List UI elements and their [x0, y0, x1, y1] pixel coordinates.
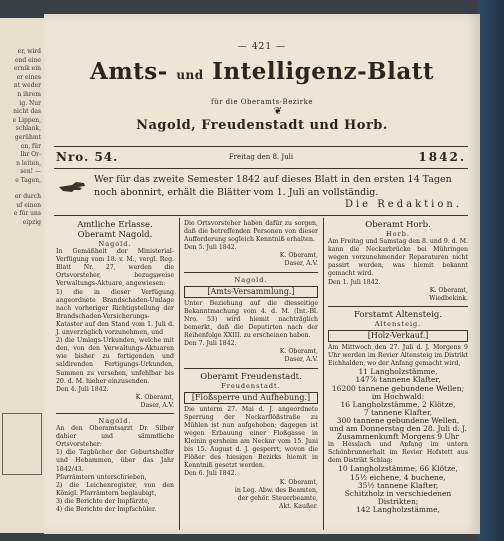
article-signature: Daser, A.V.: [140, 401, 174, 409]
article-text: An den Oberamtsarzt Dr. Silber dahier und sämmtliche Ortsvorsteher:: [56, 425, 174, 449]
article-signature: K. Oberamt,: [429, 286, 468, 294]
article-signature: K. Oberamt,: [279, 478, 318, 486]
place-name: Altensteig.: [374, 319, 422, 328]
masthead-word-2: und: [176, 68, 204, 82]
article-item: 2) die Umlags-Urkunden, welche mit den, von den Verwaltungs-Aktuaren wie bisher zu fertigenden und saldirenden Fertigungs-Urkunden, Summen zu versehen, unfehlbar bis 20. d. M. hieher einzusenden.: [56, 337, 174, 385]
list-line: 300 tannene gebundene Wellen,: [336, 415, 460, 425]
left-page-text-fragment: er durch: [14, 193, 41, 200]
left-page-text-fragment: nicht das: [13, 108, 41, 116]
list-line: Zusammenkunft Morgens 9 Uhr: [336, 432, 460, 442]
article-text: Am Mittwoch den 27. Juli d. J. Morgens 9 Uhr werden im Revier Altensteig im Distrikt Eichhalden, wo der Anfang gemacht wird,: [328, 344, 468, 368]
section-heading-horb: Oberamt Horb.: [365, 220, 431, 230]
place-name: Freudenstadt.: [221, 381, 281, 390]
article-date: Den 4. Juli 1842.: [56, 385, 109, 393]
list-line: 11 Langholzstämme,: [358, 367, 438, 377]
issue-number: Nro. 54.: [56, 150, 119, 164]
masthead-cities: Nagold, Freudenstadt und Horb.: [136, 118, 388, 133]
article-date: Den 1. Juli 1842.: [328, 278, 381, 286]
left-page-text-fragment: en, für: [20, 142, 41, 150]
article-item: 3) die Berichte der Impfärzte,: [56, 497, 150, 505]
left-page-text-fragment: Ihr Or-: [20, 151, 41, 159]
left-page-text-fragment: gerühmt: [14, 134, 41, 141]
left-page-text-fragment: schlank,: [15, 125, 41, 133]
left-page-text-fragment: er, wird: [17, 48, 41, 55]
article-signature: Daser, A.V.: [284, 356, 318, 364]
column-divider-2: [323, 218, 324, 530]
column-1: [56, 220, 174, 514]
article-separator: [328, 306, 468, 307]
left-page-text-fragment: e für uns: [13, 210, 41, 218]
book-spine: [478, 0, 504, 541]
article-date: Den 6. Juli 1842.: [184, 470, 237, 478]
place-name: Nagold.: [98, 416, 132, 425]
column-divider-1: [179, 218, 180, 530]
article-text: In Gemäßheit der Ministerial-Verfügung vom 18. v. M., vergl. Reg. Blatt Nr. 27, werden die Ortsvorsteher, bezugsweise Verwaltungs-Aktuare, angewiesen:: [56, 248, 174, 288]
article-item: 4) die Berichte der Impfschüler.: [56, 506, 157, 513]
left-page-text-fragment: uf einen: [16, 201, 41, 209]
article-text: in Hesslach und Anfang im untern Schönbrunnerhalt im Revier Hofstett aus dem Distrikt Schlag:: [328, 441, 468, 465]
issue-row: [56, 150, 466, 168]
left-page-text-fragment: sen! —: [20, 168, 41, 176]
crest-icon: ❦: [273, 106, 283, 117]
pointing-hand-icon: [58, 178, 86, 194]
left-page-text-fragment: ig. Nur: [19, 99, 41, 107]
left-page-text-fragment: e Tagen,: [15, 177, 41, 184]
list-line: 16 Langholzstämme, 2 Klötze,: [340, 399, 456, 409]
list-line: 142 Langholzstämme,: [356, 504, 440, 514]
masthead-subtitle: für die Oberamts-Bezirke: [211, 98, 313, 106]
article-signature: Wiedbekink.: [429, 294, 468, 302]
article-signature: K. Oberamt,: [279, 252, 318, 260]
article-box-heading: [Holz-Verkauf.]: [328, 330, 468, 342]
left-page-text-fragment: e Lippen,: [12, 116, 41, 124]
list-line: 10 Langholzstämme, 66 Klötze,: [338, 464, 458, 474]
article-signature: K. Oberamt,: [135, 393, 174, 401]
article-signature: K. Oberamt,: [279, 348, 318, 356]
list-line: 15½ eichene, 4 buchene,: [350, 472, 446, 482]
page-number: — 421 —: [238, 42, 286, 52]
section-heading-nagold: Oberamt Nagold.: [77, 230, 153, 240]
left-page-box: [2, 413, 42, 475]
left-page-text-fragment: n ihrem: [17, 91, 41, 98]
article-separator: [184, 368, 318, 369]
article-text: Unter Beziehung auf die diesseitige Bekanntmachung vom 4. d. M. (Int.-Bl. Nro. 53) wird hiemit nachträglich bemerkt, daß die Deputirten nach der Reihenfolge XXIII. zu erscheinen haben.: [184, 299, 318, 340]
section-heading-freudenstadt: Oberamt Freudenstadt.: [200, 371, 302, 382]
left-page-text-fragment: end eine: [14, 56, 41, 64]
newspaper-page: [44, 14, 480, 534]
list-line: 7 tannene Klafter,: [363, 407, 433, 417]
article-signature: Akt. Kaußer.: [279, 502, 318, 510]
issue-date: Freitag den 8. Juli: [228, 153, 294, 161]
masthead-word-3: Intelligenz-Blatt: [212, 58, 434, 85]
article-box-heading: [Amts-Versammlung.]: [184, 286, 318, 298]
left-page-text-fragment: eipzig: [22, 218, 41, 226]
left-page-text-fragment: n leiten,: [16, 159, 41, 167]
article-box-heading: [Floßsperre und Aufhebung.]: [184, 392, 318, 404]
list-line: und am Donnerstag den 28. Juli d. J.: [329, 423, 467, 433]
article-separator: [184, 272, 318, 273]
column-3: [328, 220, 468, 514]
article-item: 1) die in dieser Verfügung angeordnete Brandschaden-Umlage nach vorheriger Richtigstellung der Brandschaden-Versicherungs-Kataster auf den Stand vom 1. Juli d. J. unverzüglich vorzunehmen, und: [56, 288, 174, 337]
article-signature: in Leg. Abw. des Beamten,: [234, 486, 318, 494]
article-text: Die Ortsvorsteher haben dafür zu sorgen, daß die betreffenden Personen von dieser Aufforderung sogleich Kenntniß erhalten.: [184, 220, 318, 244]
article-item: 1) die Tagbücher der Geburtshelfer und Hebammen, über das Jahr 1842/43.: [56, 449, 174, 473]
notice-bottom-rule: [54, 215, 468, 216]
list-line: Schitzholz in verschiedenen Distrikten;: [344, 488, 452, 506]
article-item: 2) die Leichenregister, von den Königl. Pfarrämtern beglaubigt,: [56, 481, 174, 497]
place-name: Nagold.: [98, 240, 132, 248]
subscription-notice: Wer für das zweite Semester 1842 auf dieses Blatt in den ersten 14 Tagen noch abonnirt, erhält die Blätter vom 1. Juli an vollständig.: [94, 174, 452, 198]
article-date: Den 7. Juli 1842.: [184, 340, 237, 348]
left-page-text-fragment: ernik ein: [13, 65, 41, 73]
section-heading-forstamt: Forstamt Altensteig.: [353, 309, 443, 320]
masthead-title: [44, 58, 480, 85]
place-name: Horb.: [386, 230, 410, 238]
article-text: Am Freitag und Samstag den 8. und 9. d. M. kann die Neckarbrücke bei Mühringen wegen vorzunehmender Reparaturen nicht passirt werden, was hiemit bekannt gemacht wird.: [328, 238, 468, 278]
issue-bottom-rule: [54, 168, 468, 169]
column-2: [184, 220, 318, 511]
issue-year: 1842.: [418, 150, 466, 164]
list-line: 16200 tannene gebundene Wellen;: [331, 383, 465, 393]
article-item: Pfarrämtern unterschrieben,: [56, 473, 147, 481]
left-page-fragment: [0, 18, 45, 533]
left-page-text-fragment: er eines: [16, 73, 41, 81]
list-line: im Hochwald:: [371, 391, 425, 401]
left-page-text-fragment: nt weder: [13, 82, 41, 90]
section-heading-official: Amtliche Erlasse.: [77, 220, 153, 230]
article-text: Die unterm 27. Mai d. J. angeordnete Sperrung der Neckarflößstraße zu Mühlen ist nun aufgehoben; dagegen ist wegen Erbauung einer Floßgasse in Kleinin gersheim am Neckar vom 15. Juni bis 15. August d. J. gesperrt, wovon die Flößer des hiesigen Bezirks hiemit in Kenntniß gesetzt werden.: [184, 405, 318, 470]
article-signature: Daser, A.V.: [284, 260, 318, 268]
editorial-signature: Die Redaktion.: [344, 199, 462, 210]
masthead-word-1: Amts-: [89, 58, 168, 85]
top-rule: [54, 146, 468, 147]
article-signature: der gehör. Steuerbeamte,: [237, 494, 318, 502]
article-date: Den 5. Juli 1842.: [184, 244, 237, 252]
article-separator: [56, 413, 174, 414]
list-line: 35½ tannene Klafter,: [357, 480, 439, 490]
place-name: Nagold.: [234, 275, 268, 284]
list-line: 147⅞ tannene Klafter,: [355, 375, 441, 385]
